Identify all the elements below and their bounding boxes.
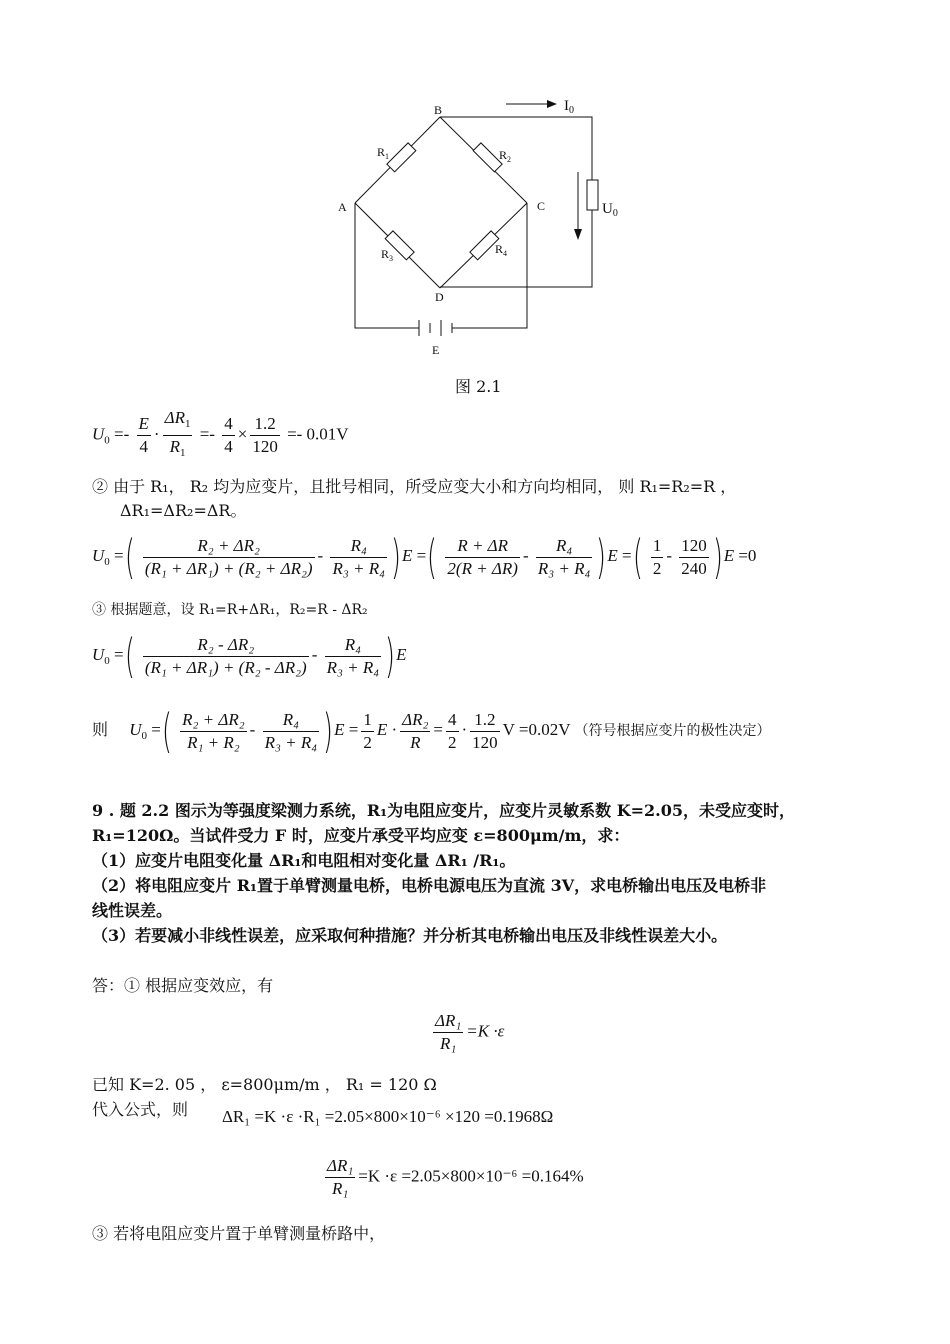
node-c-label: C bbox=[537, 199, 546, 213]
u0-arrow-head bbox=[574, 229, 582, 240]
question-line-3: （1）应变片电阻变化量 ΔR₁和电阻相对变化量 ΔR₁ /R₁。 bbox=[92, 851, 516, 870]
question-line-4: （2）将电阻应变片 R₁置于单臂测量电桥，电桥电源电压为直流 3V，求电桥输出电压及电桥非 bbox=[92, 876, 767, 895]
supply-wire-left bbox=[355, 203, 419, 328]
node-a-label: A bbox=[338, 200, 347, 214]
question-line-1: 9 . 题 2.2 图示为等强度梁测力系统，R₁为电阻应变片，应变片灵敏系数 K=2.05，未受应变时， bbox=[92, 801, 795, 820]
i0-label: $I_0$ bbox=[564, 98, 574, 116]
equation-6: ΔR₁ =K ·ε ·R₁ =2.05×800×10⁻⁶ ×120 =0.1968Ω bbox=[222, 1107, 554, 1126]
node-d-label: D bbox=[435, 290, 444, 304]
answer-known-values: 已知 K=2. 05 ， ε=800μm/m ， R₁ = 120 Ω bbox=[92, 1075, 437, 1094]
answer-last-line: ③ 若将电阻应变片置于单臂测量桥路中， bbox=[92, 1224, 386, 1243]
i0-arrow-head bbox=[547, 100, 557, 108]
resistor-r3-label: $R_3$ bbox=[381, 247, 394, 263]
question-line-6: （3）若要减小非线性误差，应采取何种措施？并分析其电桥输出电压及非线性误差大小。 bbox=[92, 926, 728, 945]
resistor-r2-body bbox=[473, 143, 502, 172]
answer-substitute-prefix: 代入公式，则 bbox=[92, 1100, 189, 1119]
u0-label: $U_0$ bbox=[602, 201, 618, 219]
node-b-label: B bbox=[434, 103, 443, 117]
equation-1: $U_0$ =- $\frac{E}{4}$ · $\frac{\Delta R_1}{R_1}$ =- $\frac{4}{4}$ × $\frac{1.2}{120}$ =- 0.01V bbox=[92, 407, 349, 464]
para-2-line-2: ΔR₁=ΔR₂=ΔR。 bbox=[120, 501, 247, 520]
equation-3: $U_0$ =( $\frac{\text{R₂ - ΔR₂}}{\text{(R₁ + ΔR₁) + (R₂ - ΔR₂)}}$ - $\frac{\text{R₄}}{\text{R₃ + R₄}}$ )E bbox=[92, 629, 407, 683]
para-3: ③ 根据题意，设 R₁=R+ΔR₁，R₂=R - ΔR₂ bbox=[92, 602, 368, 618]
para-2-line-1: ② 由于 R₁， R₂ 均为应变片，且批号相同，所受应变大小和方向均相同， 则 R₁=R₂=R ， bbox=[92, 477, 737, 496]
resistor-r1-body bbox=[387, 143, 416, 172]
equation-2: $U_0$ =( $\frac{\text{R₂ + ΔR₂}}{\text{(R₁ + ΔR₁) + (R₂ + ΔR₂)}}$ - $\frac{\text{R₄}}{\text{R₃ + R₄}}$ )E =( $\frac{R + \Delta R}{2(R + \Delta R)}$ - $\frac{\text{R₄}}{\text{R₃ + R₄}}$ )E =( $\frac{1}{2}$ - $\frac{120}{240}$ )E =0 bbox=[92, 530, 757, 584]
resistor-r1-label: $R_1$ bbox=[377, 145, 390, 161]
question-line-2: R₁=120Ω。当试件受力 F 时，应变片承受平均应变 ε=800μm/m，求： bbox=[92, 826, 630, 845]
resistor-r4-label: $R_4$ bbox=[495, 242, 508, 258]
node-e-label: E bbox=[432, 343, 440, 357]
question-line-5: 线性误差。 bbox=[92, 901, 173, 920]
bridge-circuit-diagram bbox=[330, 90, 630, 370]
output-wire bbox=[440, 117, 592, 287]
equation-4: 则 $U_0$ =( $\frac{\text{R₂ + ΔR₂}}{\text{R₁ + R₂}}$ - $\frac{\text{R₄}}{\text{R₃ + R₄}}$ )E = $\frac{1}{2}$ E · $\frac{\text{ΔR₂}}{R}$ = $\frac{4}{2}$ · $\frac{1.2}{120}$ V =0.02V （符号根据应变片的极性决定） bbox=[92, 704, 771, 758]
u0-meter-body bbox=[587, 180, 598, 210]
resistor-r2-label: $R_2$ bbox=[499, 148, 512, 164]
equation-7: $\frac{\text{ΔR₁}}{\text{R₁}}$ =K ·ε =2.05×800×10⁻⁶ =0.164% bbox=[327, 1156, 584, 1198]
answer-line-1: 答：① 根据应变效应，有 bbox=[92, 976, 274, 995]
figure-caption: 图 2.1 bbox=[455, 377, 502, 396]
equation-5: $\frac{\text{ΔR₁}}{\text{R₁}}$ =K ·ε bbox=[435, 1011, 505, 1053]
